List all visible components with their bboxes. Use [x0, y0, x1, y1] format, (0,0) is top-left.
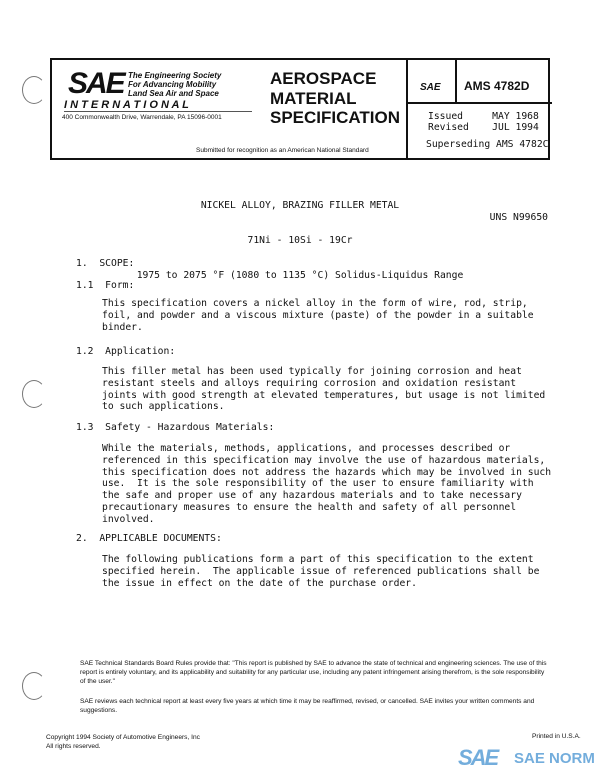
section-heading: 2. APPLICABLE DOCUMENTS:: [76, 533, 222, 544]
section-text: This specification covers a nickel alloy in the form of wire, rod, strip, foil, and powder and a viscous mixture (paste) of the powder in a suitable binder.: [102, 298, 534, 333]
footer-review: SAE reviews each technical report at least every five years at which time it may be reaffirmed, revised, or cancelled. SAE invites your written comments and suggestions.: [80, 698, 535, 714]
issue-info: Issued MAY 1968 Revised JUL 1994: [428, 111, 539, 133]
punch-hole: [22, 380, 46, 408]
society-tagline: The Engineering Society For Advancing Mobility Land Sea Air and Space: [128, 71, 222, 98]
section-text: This filler metal has been used typically for joining corrosion and heat resistant steels and alloys requiring corrosion and oxidation resistant joints with good strength at elevated temperatures, but usage is not limited to such applications.: [102, 366, 546, 413]
sae-logo: SAE: [68, 67, 124, 100]
doc-type-title: AEROSPACE MATERIAL SPECIFICATION: [270, 69, 401, 127]
superseding: Superseding AMS 4782C: [426, 139, 549, 150]
printed-in: Printed in U.S.A.: [532, 733, 581, 740]
section-heading: 1.2 Application:: [76, 346, 176, 357]
header-box: [50, 58, 550, 160]
footer-rules: SAE Technical Standards Board Rules provide that: "This report is published by SAE to advance the state of technical and engineering sciences. The use of this report is entirely voluntary, and its applicability and suitability for any particular use, including any patent infringement arising therefrom, is the sole responsibility of the user.": [80, 660, 547, 685]
melting-range: 1975 to 2075 °F (1080 to 1135 °C) Solidus-Liquidus Range: [136, 270, 464, 282]
address: 400 Commonwealth Drive, Warrendale, PA 15096-0001: [62, 114, 222, 121]
section-heading: 1.1 Form:: [76, 280, 135, 291]
section-heading: 1. SCOPE:: [76, 258, 135, 269]
sae-small-logo: SAE: [420, 82, 441, 93]
section-text: The following publications form a part of this specification to the extent specified herein. The applicable issue of referenced publications shall be the issue in effect on the date of the purchase order.: [102, 554, 540, 589]
section-heading: 1.3 Safety - Hazardous Materials:: [76, 422, 275, 433]
submitted-note: Submitted for recognition as an American National Standard: [196, 147, 369, 154]
punch-hole: [22, 672, 46, 700]
copyright: Copyright 1994 Society of Automotive Engineers, Inc All rights reserved.: [46, 734, 200, 750]
punch-hole: [22, 76, 46, 104]
section-text: While the materials, methods, applications, and processes described or referenced in this specification may involve the use of hazardous materials, this specification does not address the hazards which may be involved in such use. It is the sole responsibility of the user to ensure familiarity with the safe and proper use of any hazardous materials and to take necessary precautionary measures to ensure the health and safety of all personnel involved.: [102, 443, 552, 525]
watermark: SAE NORM: [514, 750, 595, 767]
doc-number: AMS 4782D: [464, 79, 530, 93]
uns-number: UNS N99650: [489, 212, 548, 223]
international-label: I N T E R N A T I O N A L: [64, 99, 252, 112]
sae-watermark-logo: SAE: [458, 745, 498, 770]
title-line: NICKEL ALLOY, BRAZING FILLER METAL: [200, 199, 400, 211]
composition: 71Ni - 10Si - 19Cr: [247, 234, 353, 246]
